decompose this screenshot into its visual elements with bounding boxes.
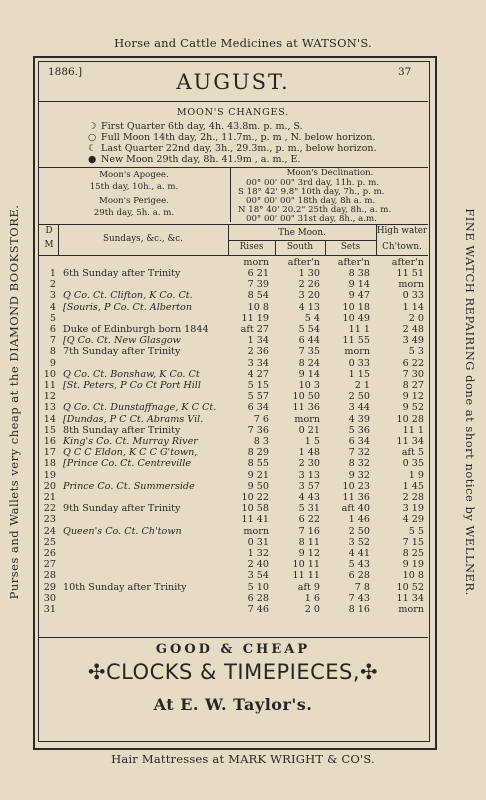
high-water-cell: 10 28 [396, 413, 424, 425]
moon-south-cell: 7 35 [298, 346, 320, 358]
moon-south-cell: 11 36 [292, 402, 320, 414]
header-advertisement: Horse and Cattle Medicines at WATSON'S. [114, 36, 372, 50]
moon-south-cell: 4 43 [298, 492, 320, 503]
moon-rises-cell: 6 28 [247, 592, 269, 604]
high-water-cell: 2 28 [402, 492, 424, 503]
moon-sets-cell: 11 55 [342, 335, 370, 347]
the-moon-header: The Moon. [278, 228, 326, 238]
high-water-cell: 11 34 [396, 592, 424, 604]
table-row [40, 492, 426, 503]
moon-south-cell: 3 20 [298, 290, 320, 302]
moon-rises-cell: 5 57 [247, 391, 269, 403]
high-water-cell: 0 35 [402, 458, 424, 470]
day-cell: 12 [43, 391, 56, 403]
moon-rises-cell: 7 39 [247, 279, 269, 291]
units-subheader-row [40, 257, 426, 268]
table-row [40, 324, 426, 335]
moon-south-cell: 2 26 [298, 279, 320, 291]
day-cell: 20 [43, 480, 56, 492]
event-cell: Queen's Co. Ct. Ch'town [63, 525, 182, 537]
declination-line: N 18° 40' 20.2" 25th day, 8h., a. m. [238, 205, 392, 215]
moon-rises-cell: 3 34 [247, 357, 269, 369]
table-row [40, 548, 426, 559]
rises-unit: morn [243, 257, 269, 268]
high-water-cell: morn [398, 279, 424, 291]
moon-sets-cell: 7 32 [348, 447, 370, 459]
day-cell: 19 [43, 469, 56, 481]
event-cell: [St. Peters, P Co Ct Port Hill [63, 380, 201, 391]
table-row [40, 503, 426, 514]
ad-good-and-cheap: GOOD & CHEAP [155, 642, 311, 657]
high-water-cell: 6 22 [402, 357, 424, 369]
moon-sets-cell: 9 32 [348, 469, 370, 481]
ad-taylor: At E. W. Taylor's. [153, 695, 313, 714]
table-row [40, 582, 426, 593]
declination-line: 00° 00' 00" 31st day, 8h., a.m. [246, 214, 377, 224]
moon-south-cell: 6 22 [298, 514, 320, 526]
full-moon-line [88, 132, 375, 143]
declination-line: S 18° 42' 9.8" 10th day, 7h., p. m. [238, 187, 385, 197]
moon-sets-cell: 0 33 [348, 357, 370, 369]
apogee-title: Moon's Apogee. [99, 170, 169, 180]
day-cell: 11 [43, 380, 56, 391]
table-row [40, 346, 426, 357]
month-column-header: M [44, 240, 54, 250]
day-cell: 10 [43, 368, 56, 380]
moon-south-cell: 8 11 [298, 536, 320, 548]
moon-south-cell: 5 4 [304, 312, 320, 324]
moon-sets-cell: 4 39 [348, 413, 370, 425]
moon-south-cell: 1 48 [298, 447, 320, 459]
perigee-title: Moon's Perigee. [99, 196, 169, 206]
high-water-cell: morn [398, 604, 424, 615]
moon-south-cell: 9 14 [298, 368, 320, 380]
moon-south-cell: 5 31 [298, 503, 320, 515]
table-row [40, 470, 426, 481]
day-cell: 3 [49, 290, 56, 302]
moon-sets-cell: 1 15 [348, 368, 370, 380]
moon-rises-cell: 5 15 [247, 380, 269, 391]
moon-south-cell: 7 16 [298, 525, 320, 537]
moon-south-cell: 5 54 [298, 324, 320, 335]
moon-rises-cell: 9 21 [247, 469, 269, 481]
moon-south-cell: 4 13 [298, 301, 320, 313]
high-water-unit: after'n [391, 257, 424, 268]
moon-sets-cell: 5 36 [348, 424, 370, 436]
moon-sets-cell: 4 41 [348, 548, 370, 559]
moon-rises-cell: 2 40 [247, 559, 269, 571]
event-cell: Q Co. Ct. Dunstaffnage, K C Ct. [63, 402, 217, 414]
rises-header: Rises [239, 242, 264, 252]
declination-title: Moon's Declination. [286, 168, 374, 178]
moon-south-cell: 1 6 [304, 592, 320, 604]
table-row [40, 593, 426, 604]
event-cell: King's Co. Ct. Murray River [63, 436, 198, 447]
high-water-cell: 3 19 [402, 503, 424, 515]
moon-south-cell: aft 9 [297, 581, 320, 593]
day-cell: 9 [49, 357, 56, 369]
moon-rises-cell: 10 8 [247, 301, 269, 313]
moon-south-cell: 3 57 [298, 480, 320, 492]
high-water-cell: 11 34 [396, 436, 424, 447]
table-row [40, 526, 426, 537]
day-cell: 4 [49, 301, 56, 313]
moon-sets-cell: 11 36 [342, 492, 370, 503]
first-quarter-icon: ☽ [88, 121, 97, 132]
high-water-cell: 5 3 [408, 346, 424, 358]
day-column-header: D [45, 226, 53, 236]
moon-changes-title: MOON'S CHANGES. [176, 107, 290, 118]
table-row [40, 425, 426, 436]
perigee-value: 29th day, 5h. a. m. [93, 208, 175, 218]
moon-sets-cell: 2 50 [348, 525, 370, 537]
moon-rises-cell: 1 32 [247, 548, 269, 559]
day-cell: 8 [49, 346, 56, 358]
moon-rises-cell: 2 36 [247, 346, 269, 358]
day-cell: 2 [49, 279, 56, 291]
new-moon-icon: ● [88, 154, 97, 165]
phase-text: New Moon 29th day, 8h. 41.9m , a. m., E. [101, 154, 301, 165]
moon-rises-cell: 0 31 [247, 536, 269, 548]
moon-rises-cell: 8 29 [247, 447, 269, 459]
day-cell: 1 [49, 268, 56, 279]
moon-south-cell: 10 11 [292, 559, 320, 571]
apogee-value: 15th day, 10h., a. m. [89, 182, 179, 192]
moon-south-cell: morn [294, 413, 320, 425]
south-header: South [286, 242, 314, 252]
moon-rises-cell: 7 36 [247, 424, 269, 436]
moon-rises-cell: 6 21 [247, 268, 269, 279]
table-row [40, 402, 426, 413]
moon-rises-cell: 1 34 [247, 335, 269, 347]
event-cell: [Prince Co. Ct. Centreville [63, 458, 192, 470]
phase-text: First Quarter 6th day, 4h. 43.8m. p. m., S. [101, 121, 303, 132]
moon-sets-cell: 8 16 [348, 604, 370, 615]
moon-south-cell: 10 50 [292, 391, 320, 403]
day-cell: 28 [43, 570, 56, 582]
day-cell: 29 [43, 581, 56, 593]
day-cell: 7 [49, 335, 56, 347]
high-water-cell: 0 33 [402, 290, 424, 302]
high-water-cell: 1 14 [402, 301, 424, 313]
table-row [40, 570, 426, 581]
event-cell: Q Co. Ct. Bonshaw, K Co. Ct [63, 368, 200, 380]
event-cell: [Souris, P Co. Ct. Alberton [63, 301, 193, 313]
day-cell: 14 [43, 413, 56, 425]
day-cell: 23 [43, 514, 56, 526]
moon-rises-cell: aft 27 [240, 324, 269, 335]
event-cell: 8th Sunday after Trinity [63, 424, 181, 436]
moon-rises-cell: morn [243, 525, 269, 537]
high-water-cell: 9 12 [402, 391, 424, 403]
table-row [40, 313, 426, 324]
table-row [40, 290, 426, 301]
high-water-cell: 2 0 [408, 312, 424, 324]
moon-sets-cell: 6 28 [348, 570, 370, 582]
sets-unit: after'n [337, 257, 370, 268]
high-water-cell: 3 49 [402, 335, 424, 347]
moon-sets-cell: 5 43 [348, 559, 370, 571]
moon-rises-cell: 5 10 [247, 581, 269, 593]
high-water-cell: 10 8 [402, 570, 424, 582]
high-water-cell: 7 30 [402, 368, 424, 380]
right-margin-advertisement: FINE WATCH REPAIRING done at short notice by WELLNER. [463, 208, 477, 596]
table-row [40, 268, 426, 279]
event-cell: Prince Co. Ct. Summerside [63, 480, 195, 492]
moon-rises-cell: 8 54 [247, 290, 269, 302]
day-cell: 30 [43, 592, 56, 604]
moon-south-cell: 2 0 [304, 604, 320, 615]
high-water-cell: 11 51 [396, 268, 424, 279]
table-row [40, 559, 426, 570]
column-divider [230, 167, 231, 222]
day-cell: 6 [49, 324, 56, 335]
moon-sets-cell: 2 1 [354, 380, 370, 391]
moon-south-cell: 3 13 [298, 469, 320, 481]
event-cell: 10th Sunday after Trinity [63, 581, 187, 593]
moon-rises-cell: 4 27 [247, 368, 269, 380]
phase-text: Full Moon 14th day, 2h., 11.7m., p. m , N. below horizon. [101, 132, 376, 143]
moon-sets-cell: 3 52 [348, 536, 370, 548]
moon-sets-cell: 11 1 [348, 324, 370, 335]
first-quarter-line [88, 121, 303, 132]
divider [38, 637, 428, 638]
high-water-header: High water [376, 226, 428, 236]
event-cell: 6th Sunday after Trinity [63, 268, 181, 279]
high-water-cell: 10 52 [396, 581, 424, 593]
left-margin-advertisement: Purses and Wallets very cheap at the DIAMOND BOOKSTORE. [7, 204, 21, 600]
table-row [40, 380, 426, 391]
moon-south-cell: 0 21 [298, 424, 320, 436]
last-quarter-icon: ☾ [88, 143, 97, 154]
divider [228, 240, 376, 241]
moon-rises-cell: 7 6 [253, 413, 269, 425]
high-water-cell: 4 29 [402, 514, 424, 526]
moon-rises-cell: 7 46 [247, 604, 269, 615]
day-cell: 22 [43, 503, 56, 515]
page-number: 37 [398, 66, 412, 78]
table-row [40, 447, 426, 458]
moon-south-cell: 9 12 [298, 548, 320, 559]
moon-sets-cell: 10 23 [342, 480, 370, 492]
declination-line: 00° 00' 00" 3rd day, 11h. p. m. [246, 178, 380, 188]
high-water-cell: 8 27 [402, 380, 424, 391]
moon-sets-cell: 8 32 [348, 458, 370, 470]
day-cell: 25 [43, 536, 56, 548]
month-title: AUGUST. [176, 70, 290, 94]
moon-rises-cell: 11 19 [241, 312, 269, 324]
moon-sets-cell: 7 8 [354, 581, 370, 593]
declination-line: 00° 00' 00" 18th day, 8h a. m. [246, 196, 376, 206]
high-water-cell: 11 1 [402, 424, 424, 436]
moon-rises-cell: 8 55 [247, 458, 269, 470]
moon-sets-cell: aft 40 [341, 503, 370, 515]
table-row [40, 604, 426, 615]
moon-sets-cell: 9 47 [348, 290, 370, 302]
table-row [40, 481, 426, 492]
moon-sets-cell: 6 34 [348, 436, 370, 447]
divider [38, 101, 428, 102]
day-cell: 27 [43, 559, 56, 571]
table-row [40, 436, 426, 447]
table-row [40, 414, 426, 425]
event-cell: Q C C Eldon, K C C G'town, [63, 447, 198, 459]
high-water-cell: 7 15 [402, 536, 424, 548]
table-row [40, 369, 426, 380]
table-row [40, 391, 426, 402]
high-water-cell: 1 45 [402, 480, 424, 492]
moon-sets-cell: 8 38 [348, 268, 370, 279]
high-water-cell: 2 48 [402, 324, 424, 335]
moon-rises-cell: 10 22 [241, 492, 269, 503]
table-row [40, 537, 426, 548]
high-water-cell: 1 9 [408, 469, 424, 481]
day-cell: 24 [43, 525, 56, 537]
moon-sets-cell: 7 43 [348, 592, 370, 604]
phase-text: Last Quarter 22nd day, 3h., 29.3m., p. m., below horizon. [101, 143, 377, 154]
event-cell: Q Co. Ct. Clifton, K Co. Ct. [63, 290, 193, 302]
day-cell: 31 [43, 604, 56, 615]
day-cell: 13 [43, 402, 56, 414]
moon-rises-cell: 10 58 [241, 503, 269, 515]
day-cell: 21 [43, 492, 56, 503]
moon-south-cell: 6 44 [298, 335, 320, 347]
moon-south-cell: 8 24 [298, 357, 320, 369]
full-moon-icon: ○ [88, 132, 97, 143]
last-quarter-line [88, 143, 377, 154]
moon-rises-cell: 9 50 [247, 480, 269, 492]
event-cell: [Dundas, P C Ct. Abrams Vil. [63, 413, 204, 425]
divider [38, 255, 428, 256]
event-cell: 7th Sunday after Trinity [63, 346, 181, 358]
moon-rises-cell: 6 34 [247, 402, 269, 414]
moon-sets-cell: morn [344, 346, 370, 358]
moon-south-cell: 2 30 [298, 458, 320, 470]
event-cell: 9th Sunday after Trinity [63, 503, 181, 515]
table-row [40, 279, 426, 290]
sundays-column-header: Sundays, &c., &c. [102, 234, 183, 244]
moon-sets-cell: 10 49 [342, 312, 370, 324]
high-water-cell: 5 5 [408, 525, 424, 537]
moon-south-cell: 1 5 [304, 436, 320, 447]
footer-advertisement: Hair Mattresses at MARK WRIGHT & CO'S. [111, 752, 375, 766]
event-cell: [Q Co. Ct. New Glasgow [63, 335, 181, 347]
south-unit: after'n [287, 257, 320, 268]
table-row [40, 458, 426, 469]
moon-south-cell: 11 11 [292, 570, 320, 582]
year-label: 1886.] [48, 66, 83, 78]
ch-town-header: Ch'town. [382, 242, 422, 252]
table-row [40, 302, 426, 313]
day-cell: 26 [43, 548, 56, 559]
ad-clocks-timepieces: ✣CLOCKS & TIMEPIECES,✣ [87, 660, 379, 684]
moon-sets-cell: 10 18 [342, 301, 370, 313]
day-cell: 18 [43, 458, 56, 470]
moon-south-cell: 10 3 [298, 380, 320, 391]
moon-sets-cell: 1 46 [348, 514, 370, 526]
moon-south-cell: 1 30 [298, 268, 320, 279]
high-water-cell: 8 25 [402, 548, 424, 559]
moon-rises-cell: 3 54 [247, 570, 269, 582]
moon-sets-cell: 3 44 [348, 402, 370, 414]
table-row [40, 514, 426, 525]
moon-rises-cell: 11 41 [241, 514, 269, 526]
day-cell: 16 [43, 436, 56, 447]
table-row [40, 335, 426, 346]
day-cell: 17 [43, 447, 56, 459]
high-water-cell: aft 5 [401, 447, 424, 459]
moon-sets-cell: 9 14 [348, 279, 370, 291]
day-cell: 5 [49, 312, 56, 324]
moon-rises-cell: 8 3 [253, 436, 269, 447]
high-water-cell: 9 52 [402, 402, 424, 414]
event-cell: Duke of Edinburgh born 1844 [63, 324, 209, 335]
high-water-cell: 9 19 [402, 559, 424, 571]
sets-header: Sets [340, 242, 361, 252]
new-moon-line [88, 154, 301, 165]
moon-sets-cell: 2 50 [348, 391, 370, 403]
day-cell: 15 [43, 424, 56, 436]
table-row [40, 358, 426, 369]
divider [38, 224, 428, 225]
